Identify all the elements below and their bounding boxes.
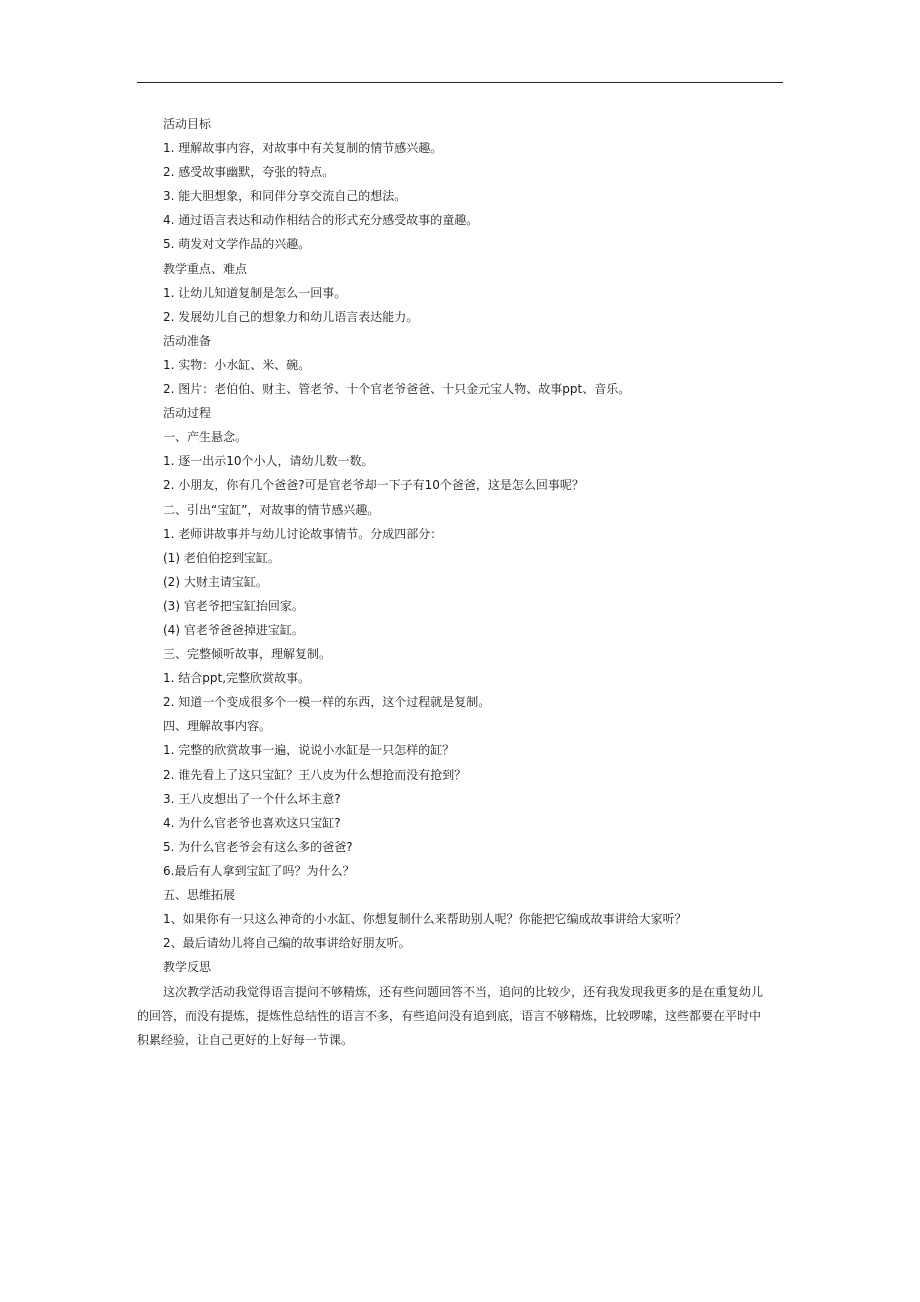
list-item: 1. 老师讲故事并与幼儿讨论故事情节。分成四部分： [163, 526, 443, 541]
list-item: 2. 谁先看上了这只宝缸？王八皮为什么想抢而没有抢到？ [163, 767, 467, 782]
document-body [163, 112, 783, 979]
subsection-heading: 三、完整倾听故事，理解复制。 [163, 647, 332, 662]
paragraph-line: 积累经验，让自己更好的上好每一节课。 [137, 1033, 354, 1048]
list-item: 2. 发展幼儿自己的想象力和幼儿语言表达能力。 [163, 309, 419, 324]
list-item: 2. 感受故事幽默，夸张的特点。 [163, 165, 335, 180]
subsection-heading: 二、引出“宝缸”，对故事的情节感兴趣。 [163, 502, 380, 517]
list-item: 1. 逐一出示10个小人，请幼儿数一数。 [163, 454, 374, 469]
subsection-heading: 五、思维拓展 [163, 888, 236, 902]
list-item: 6.最后有人拿到宝缸了吗？为什么？ [163, 863, 355, 878]
list-item: 1、如果你有一只这么神奇的小水缸、你想复制什么来帮助别人呢？你能把它编成故事讲给大家听？ [163, 912, 687, 927]
section-heading-reflection: 教学反思 [163, 960, 212, 975]
list-item: 2. 图片：老伯伯、财主、管老爷、十个官老爷爸爸、十只金元宝人物、故事ppt、音乐。 [163, 382, 631, 397]
list-item: 4. 通过语言表达和动作相结合的形式充分感受故事的童趣。 [163, 213, 479, 228]
paragraph-line: 的回答，而没有提炼，提炼性总结性的语言不多，有些追问没有追到底，语言不够精炼，比较啰嗦，这些都要在平时中 [137, 1009, 762, 1024]
list-item: 3. 能大胆想象，和同伴分享交流自己的想法。 [163, 189, 407, 204]
list-item: 1. 让幼儿知道复制是怎么一回事。 [163, 285, 347, 300]
paragraph-line: 这次教学活动我觉得语言提问不够精炼，还有些问题回答不当，追问的比较少，还有我发现我更多的是在重复幼儿 [163, 985, 764, 999]
list-item: 1. 结合ppt,完整欣赏故事。 [163, 671, 311, 686]
list-item: (1) 老伯伯挖到宝缸。 [163, 550, 280, 565]
list-item: (3) 官老爷把宝缸抬回家。 [163, 598, 304, 613]
subsection-heading: 四、理解故事内容。 [163, 719, 272, 734]
header-rule [137, 82, 783, 83]
list-item: 3. 王八皮想出了一个什么坏主意? [163, 791, 341, 806]
list-item: 2. 知道一个变成很多个一模一样的东西，这个过程就是复制。 [163, 695, 491, 710]
list-item: 1. 理解故事内容，对故事中有关复制的情节感兴趣。 [163, 141, 443, 156]
section-heading-process: 活动过程 [163, 406, 212, 421]
list-item: 1. 实物：小水缸、米、碗。 [163, 357, 311, 372]
list-item: 4. 为什么官老爷也喜欢这只宝缸? [163, 815, 341, 830]
section-heading-goals: 活动目标 [163, 117, 212, 131]
list-item: 5. 为什么官老爷会有这么多的爸爸? [163, 839, 353, 854]
reflection-paragraph [137, 980, 783, 1052]
subsection-heading: 一、产生悬念。 [163, 430, 248, 445]
list-item: 2、最后请幼儿将自己编的故事讲给好朋友听。 [163, 936, 411, 951]
list-item: 5. 萌发对文学作品的兴趣。 [163, 237, 311, 252]
list-item: 1. 完整的欣赏故事一遍，说说小水缸是一只怎样的缸？ [163, 743, 455, 758]
section-heading-key-points: 教学重点、难点 [163, 261, 248, 276]
list-item: 2. 小朋友，你有几个爸爸?可是官老爷却一下子有10个爸爸，这是怎么回事呢？ [163, 478, 584, 493]
section-heading-preparation: 活动准备 [163, 333, 212, 348]
list-item: (2) 大财主请宝缸。 [163, 574, 268, 589]
list-item: (4) 官老爷爸爸掉进宝缸。 [163, 622, 304, 637]
